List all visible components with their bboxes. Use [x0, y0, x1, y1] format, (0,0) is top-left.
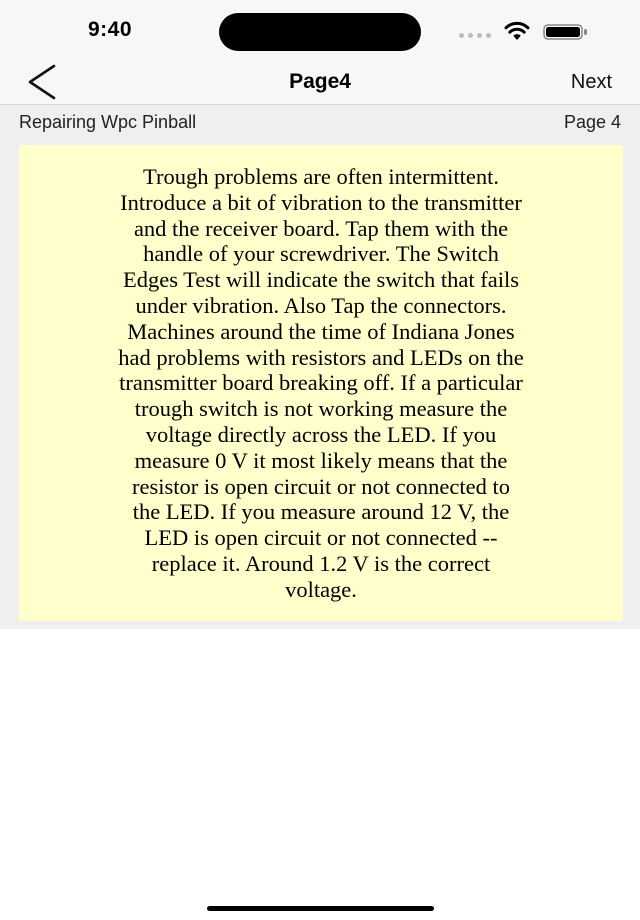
signal-icon	[459, 33, 491, 39]
article-line: resistor is open circuit or not connected to	[131, 473, 511, 499]
article-line: Trough problems are often intermittent.	[143, 164, 499, 189]
article-line: had problems with resistors and LEDs on the	[118, 344, 524, 370]
status-time: 9:40	[88, 18, 133, 41]
article-line: voltage directly across the LED. If you	[145, 421, 497, 447]
content-area	[0, 105, 640, 629]
book-title: Repairing Wpc Pinball	[19, 112, 197, 132]
nav-bar	[0, 62, 640, 105]
dynamic-island	[219, 13, 421, 51]
article-box	[19, 145, 623, 621]
article-text	[19, 145, 623, 603]
home-indicator[interactable]	[207, 906, 434, 911]
content-header	[19, 112, 621, 136]
page-title: Page4	[289, 70, 351, 93]
article-line: transmitter board breaking off. If a particular	[119, 370, 523, 396]
battery-icon	[543, 24, 589, 40]
wifi-icon	[504, 21, 530, 41]
article-line: trough switch is not working measure the	[134, 396, 508, 422]
article-line: Edges Test will indicate the switch that fails	[122, 267, 520, 293]
article-line: under vibration. Also Tap the connectors.	[135, 292, 507, 318]
article-line: handle of your screwdriver. The Switch	[143, 241, 499, 267]
article-line: replace it. Around 1.2 V is the correct	[151, 550, 491, 576]
page-number-label: Page 4	[563, 112, 621, 132]
article-line: voltage.	[285, 576, 357, 602]
article-line: Machines around the time of Indiana Jones	[127, 318, 515, 344]
article-line: and the receiver board. Tap them with the	[133, 215, 509, 241]
next-button[interactable]: Next	[570, 71, 612, 93]
status-bar	[0, 0, 640, 62]
article-line: Introduce a bit of vibration to the transmitter	[120, 189, 522, 215]
article-line: LED is open circuit or not connected --	[144, 525, 498, 551]
article-line: measure 0 V it most likely means that the	[134, 447, 508, 473]
article-line: the LED. If you measure around 12 V, the	[132, 499, 510, 525]
